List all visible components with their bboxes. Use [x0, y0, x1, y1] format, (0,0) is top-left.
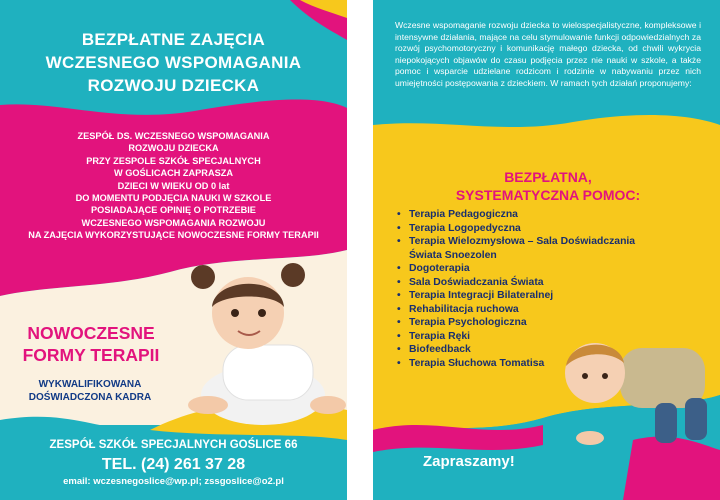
therapy-item: • Rehabilitacja ruchowa [397, 303, 667, 317]
intro-text [12, 130, 335, 242]
modern-forms-heading [10, 322, 172, 366]
therapy-item: • Terapia Psychologiczna [397, 316, 667, 330]
title-line: ROZWOJU DZIECKA [87, 76, 260, 95]
therapy-item: • Terapia Ręki [397, 330, 667, 344]
child-photo-left [178, 255, 347, 435]
therapy-item: • Biofeedback [397, 343, 667, 357]
free-help-heading [413, 168, 683, 204]
right-flyer [373, 0, 720, 500]
intro-line: DZIECI W WIEKU OD 0 lat [117, 180, 230, 191]
therapy-item: • Terapia Logopedyczna [397, 222, 667, 236]
therapy-item: • Dogoterapia [397, 262, 667, 276]
phone-number: TEL. (24) 261 37 28 [101, 456, 246, 473]
intro-line: PRZY ZESPOLE SZKÓŁ SPECJALNYCH [86, 155, 261, 166]
school-name: ZESPÓŁ SZKÓŁ SPECJALNYCH GOŚLICE 66 [49, 439, 298, 451]
staff-line: DOŚWIADCZONA KADRA [28, 392, 152, 403]
email-addresses: email: wczesnegoslice@wp.pl; zssgoslice@o2.pl [63, 476, 284, 487]
closing-invitation: Zapraszamy! [423, 453, 515, 470]
intro-line: WCZESNEGO WSPOMAGANIA ROZWOJU [81, 217, 266, 228]
heading-line: BEZPŁATNA, [504, 169, 592, 185]
therapy-item: • Terapia Słuchowa Tomatisa [397, 357, 667, 371]
intro-line: NA ZAJĘCIA WYKORZYSTUJĄCE NOWOCZESNE FORMY TERAPII [28, 230, 319, 241]
modern-line: FORMY TERAPII [22, 345, 160, 365]
left-flyer [0, 0, 347, 500]
therapy-item: • Terapia Pedagogiczna [397, 208, 667, 222]
intro-line: ROZWOJU DZIECKA [128, 143, 219, 154]
title-line: WCZESNEGO WSPOMAGANIA [45, 53, 302, 72]
therapy-item: • Terapia Wielozmysłowa – Sala Doświadczania Świata Snoezolen [397, 235, 667, 262]
intro-line: DO MOMENTU PODJĘCIA NAUKI W SZKOLE [75, 193, 272, 204]
staff-text [10, 378, 170, 404]
heading-line: SYSTEMATYCZNA POMOC: [455, 187, 641, 203]
right-intro-text: Wczesne wspomaganie rozwoju dziecka to wielospecjalistyczne, kompleksowe i intensywne działania, mające na celu stymulowanie funkcji odpowiedzialnych za rozwój psychomotoryczny i komunikację małego dziecka, od chwili wykrycia niepokojących objawów do czasu podjęcia przez nie nauki w szkole, a także pomoc i wsparcie udzielane rodzicom i rodzinie w nabywaniu przez nich umiejętności postępowania z dzieckiem. W ramach tych działań proponujemy: [395, 20, 701, 88]
therapy-item: • Sala Doświadczania Świata [397, 276, 667, 290]
intro-line: W GOŚLICACH ZAPRASZA [114, 168, 233, 179]
therapy-item: • Terapia Integracji Bilateralnej [397, 289, 667, 303]
intro-line: ZESPÓŁ DS. WCZESNEGO WSPOMAGANIA [77, 131, 270, 141]
staff-line: WYKWALIFIKOWANA [38, 379, 142, 390]
flyer-title [0, 28, 347, 97]
modern-line: NOWOCZESNE [27, 323, 155, 343]
title-line: BEZPŁATNE ZAJĘCIA [81, 30, 266, 49]
child-photo-right [560, 318, 720, 468]
intro-line: POSIADAJĄCE OPINIĘ O POTRZEBIE [91, 205, 256, 216]
